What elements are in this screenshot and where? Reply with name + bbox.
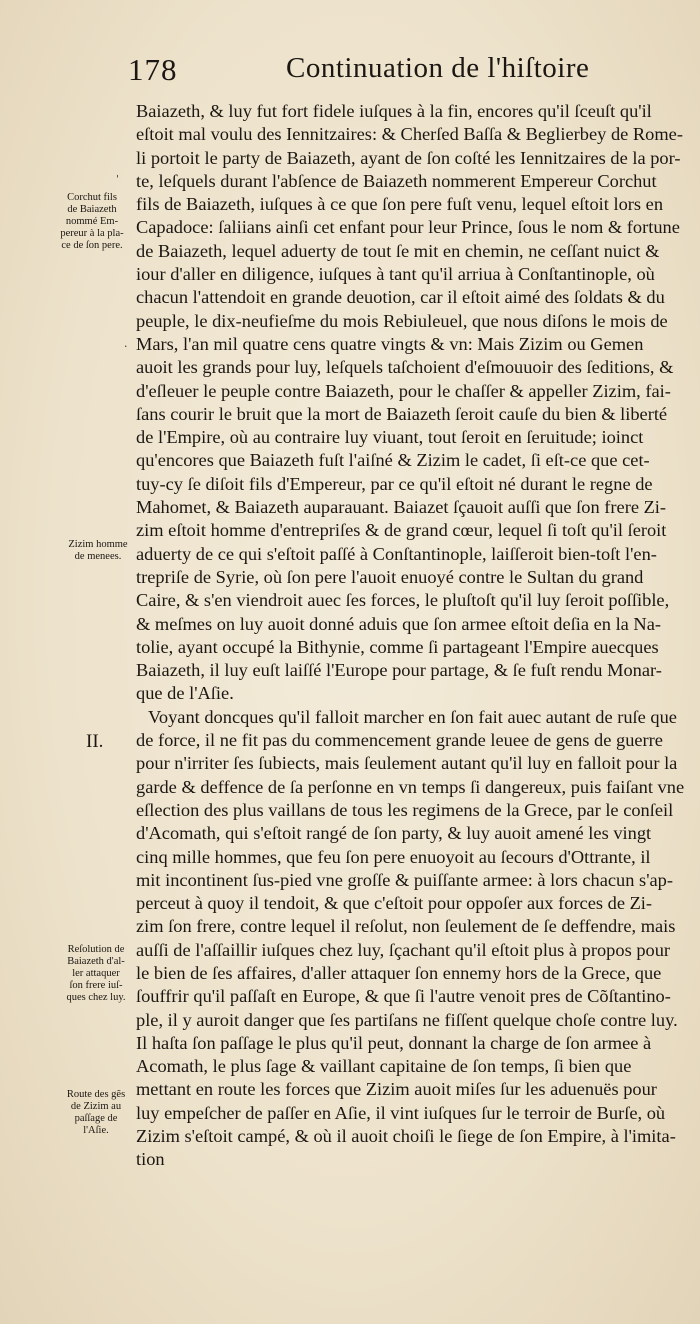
margin-mark: ˌ — [116, 166, 120, 179]
text-line: le bien de ſes affaires, d'aller attaquer ſon ennemy hors de la Grece, que — [136, 962, 662, 983]
text-line: fils de Baiazeth, iuſques à ce que ſon pere fuſt venu, lequel eſtoit lors en — [136, 194, 664, 215]
page-header — [128, 52, 598, 96]
text-line: mit incontinent ſus-pied vne groſſe & puiſſante armee: à lors chacun s'ap- — [136, 869, 673, 890]
text-line: eſlection des plus vaillans de tous les regimens de la Grece, par le conſeil — [136, 799, 674, 820]
text-line: Acomath, le plus ſage & vaillant capitaine de ſon temps, ſi bien que — [136, 1056, 632, 1077]
margin-mark: · — [124, 340, 128, 353]
text-line: & meſmes on luy auoit donné aduis que ſon armee eſtoit deſia en la Na- — [136, 613, 662, 634]
text-line: qu'encores que Baiazeth fuſt l'aiſné & Zizim le cadet, ſi eſt-ce que cet- — [136, 450, 650, 471]
margin-note-resolution: Reſolution de Baiazeth d'al- ler attaquer ſon frere iuſ- ques chez luy. — [66, 944, 126, 1003]
text-line: trepriſe de Syrie, où ſon pere l'auoit enuoyé contre le Sultan du grand — [136, 566, 644, 587]
text-line: chacun l'attendoit en grande deuotion, car il eſtoit aimé des ſoldats & du — [136, 287, 665, 308]
text-line: Zizim s'eſtoit campé, & où il auoit choiſi le ſiege de ſon Empire, à l'imita- — [136, 1126, 676, 1147]
text-line: iour d'aller en diligence, iuſques à tant qu'il arriua à Conſtantinople, où — [136, 264, 655, 285]
margin-note-route: Route des gẽs de Zizim au paſſage de l'Aſie. — [66, 1089, 126, 1136]
text-line: que de l'Aſie. — [136, 683, 234, 704]
text-line: mettant en route les forces que Zizim auoit miſes ſur les aduenuës pour — [136, 1079, 657, 1100]
text-line: luy empeſcher de paſſer en Aſie, il vint iuſques ſur le terroir de Burſe, où — [136, 1102, 666, 1123]
margin-note-zizim: Zizim homme de menees. — [68, 539, 128, 562]
text-line: de force, il ne fit pas du commencement grande leuee de gens de guerre — [136, 730, 663, 751]
text-line: tion — [136, 1149, 165, 1170]
text-line: Mahomet, & Baiazeth auparauant. Baiazet ſçauoit auſſi que ſon frere Zi- — [136, 497, 667, 518]
text-line: cinq mille hommes, que feu ſon pere enuoyoit au ſecours d'Ottrante, il — [136, 846, 651, 867]
running-title: Continuation de l'hiſtoire — [286, 52, 590, 84]
text-line: de Baiazeth, lequel aduerty de tout ſe mit en chemin, ne ceſſant nuict & — [136, 240, 660, 261]
text-line: Voyant doncques qu'il falloit marcher en ſon fait auec autant de ruſe que — [148, 706, 677, 727]
text-line: Mars, l'an mil quatre cens quatre vingts & vn: Mais Zizim ou Gemen — [136, 333, 644, 354]
body-text — [136, 100, 692, 1172]
text-line: ſans courir le bruit que la mort de Baiazeth ſeroit cauſe du bien & liberté — [136, 403, 668, 424]
text-line: tuy-cy ſe diſoit fils d'Empereur, par ce qu'il eſtoit né durant le regne de — [136, 473, 653, 494]
text-line: ple, il y auroit danger que ſes partiſans ne fiſſent quelque choſe contre luy. — [136, 1009, 678, 1030]
text-line: Caire, & s'en viendroit auec ſes forces, le pluſtoſt qu'il luy ſeroit poſſible, — [136, 590, 670, 611]
section-number: II. — [86, 731, 104, 752]
margin-note-corchut: Corchut fils de Baiazeth nommé Em- pereur à la pla- ce de ſon pere. — [60, 192, 124, 251]
text-line: te, leſquels durant l'abſence de Baiazeth nommerent Empereur Corchut — [136, 170, 657, 191]
text-line: d'eſleuer le peuple contre Baiazeth, pour le chaſſer & appeller Zizim, fai- — [136, 380, 671, 401]
text-line: peuple, le dix-neufieſme du mois Rebiuleuel, que nous diſons le mois de — [136, 310, 668, 331]
text-line: eſtoit mal voulu des Iennitzaires: & Cherſed Baſſa & Beglierbey de Rome- — [136, 124, 683, 145]
text-line: auoit les grands pour luy, leſquels taſchoient d'eſmouuoir des ſeditions, & — [136, 357, 674, 378]
text-line: Baiazeth, & luy fut fort fidele iuſques à la fin, encores qu'il ſceuſt qu'il — [136, 101, 652, 121]
text-line: de l'Empire, où au contraire luy viuant, tout ſeroit en ſeruitude; ioinct — [136, 427, 644, 448]
text-line: perceut à quoy il tendoit, & que c'eſtoit pour oppoſer aux forces de Zi- — [136, 893, 653, 914]
text-line: Baiazeth, il luy euſt laiſſé l'Europe pour partage, & ſe fuſt rendu Monar- — [136, 660, 662, 681]
text-line: Il haſta ſon paſſage le plus qu'il peut, donnant la charge de ſon armee à — [136, 1032, 652, 1053]
text-line: ſouffrir qu'il paſſaſt en Europe, & que ſi l'autre venoit pres de Cõſtantino- — [136, 986, 671, 1007]
text-line: garde & deffence de ſa perſonne en vn temps ſi dangereux, puis faiſant vne — [136, 776, 685, 797]
text-line: aduerty de ce qui s'eſtoit paſſé à Conſtantinople, laiſſeroit bien-toſt l'en- — [136, 543, 657, 564]
text-line: auſſi de l'aſſaillir iuſques chez luy, ſçachant qu'il eſtoit plus à propos pour — [136, 939, 671, 960]
text-line: Capadoce: ſaliians ainſi cet enfant pour leur Prince, ſous le nom & fortune — [136, 217, 680, 238]
text-line: d'Acomath, qui s'eſtoit rangé de ſon party, & luy auoit amené les vingt — [136, 823, 652, 844]
text-line: pour n'irriter ſes ſubiects, mais ſeulement autant qu'il luy en falloit pour la — [136, 753, 678, 774]
text-line: zim ſon frere, contre lequel il reſolut, non ſeulement de ſe deffendre, mais — [136, 916, 676, 937]
text-line: li portoit le party de Baiazeth, ayant de ſon coſté les Iennitzaires de la por- — [136, 147, 681, 168]
text-line: tolie, ayant occupé la Bithynie, comme ſi partageant l'Empire auecques — [136, 636, 659, 657]
page-number: 178 — [128, 52, 178, 87]
text-line: zim eſtoit homme d'entrepriſes & de grand cœur, lequel ſi toſt qu'il ſeroit — [136, 520, 667, 541]
